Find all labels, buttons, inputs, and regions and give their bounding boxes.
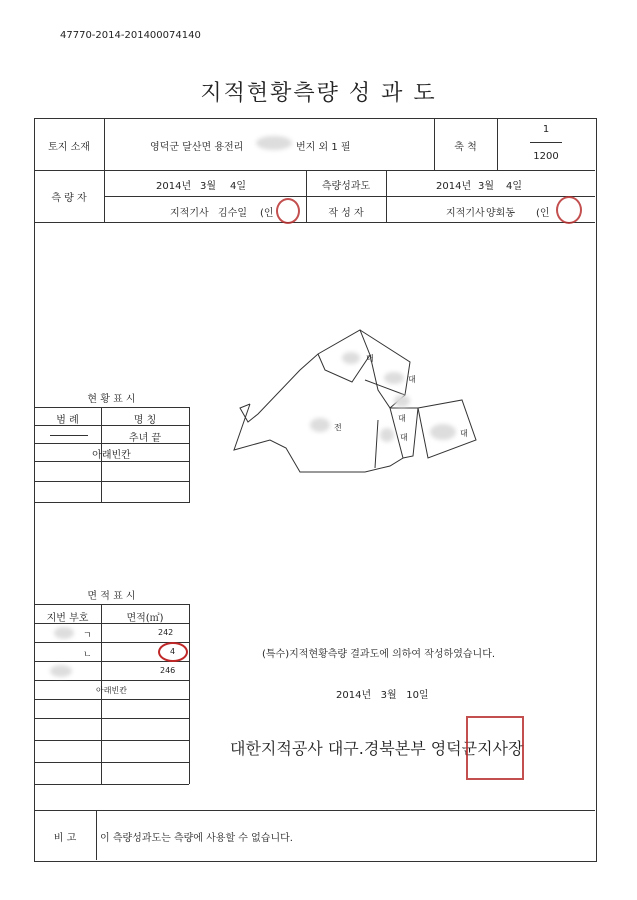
- scale-numerator: 1: [542, 124, 550, 135]
- legend-blank-note: 아래빈칸: [92, 450, 131, 461]
- legend-row-name: 추녀 끝: [128, 433, 162, 444]
- author-seal-mark: (인: [536, 208, 550, 219]
- legend-col-name: 명 칭: [133, 415, 157, 426]
- location-prefix: 영덕군 달산면 용전리: [150, 142, 244, 153]
- certification-date: 2014년 3월 10일: [336, 690, 429, 701]
- document-id: 47770-2014-201400074140: [60, 30, 201, 41]
- survey-date-day: 4일: [230, 181, 247, 192]
- area-blank-note: 아래빈칸: [96, 686, 127, 695]
- remarks-label: 비 고: [53, 833, 77, 844]
- redaction-blur: [50, 665, 72, 677]
- redaction-blur: [380, 428, 394, 442]
- map-label: 대: [460, 429, 468, 438]
- scale-denominator: 1200: [533, 151, 559, 162]
- map-label: 대: [398, 414, 406, 423]
- survey-date-year: 2014년: [156, 181, 192, 192]
- map-label: 대: [408, 375, 416, 384]
- author-seal-stamp: [556, 196, 582, 224]
- area-col-size: 면적(㎡): [126, 613, 164, 624]
- surveyor-label: 측 량 자: [51, 193, 87, 204]
- author-label: 작 성 자: [328, 208, 364, 219]
- redaction-blur: [54, 627, 74, 639]
- area-row-code: ㄱ: [83, 631, 92, 641]
- surveyor-seal-mark: (인: [260, 208, 274, 219]
- certification-statement: (특수)지적현황측량 결과도에 의하여 작성하였습니다.: [262, 649, 496, 660]
- area-legend-title: 면 적 표 시: [87, 591, 136, 602]
- surveyor-seal-stamp: [276, 198, 300, 224]
- area-row-size: 242: [158, 628, 174, 637]
- map-label: 대: [366, 354, 374, 363]
- location-label: 토지 소재: [48, 142, 90, 153]
- surveyor-title: 지적기사: [170, 208, 209, 219]
- redaction-blur: [310, 418, 330, 432]
- map-label: 전: [334, 423, 342, 432]
- highlight-circle: [158, 642, 188, 662]
- eaves-line-symbol: [50, 435, 88, 436]
- redaction-blur: [430, 424, 456, 440]
- parcel-outline-main: [234, 330, 403, 472]
- remarks-text: 이 측량성과도는 측량에 사용할 수 없습니다.: [100, 833, 293, 844]
- parcel-boundary: [375, 420, 378, 468]
- area-row-size: 246: [160, 666, 176, 675]
- scale-label: 축 척: [454, 142, 477, 153]
- area-row-code: ㄴ: [83, 650, 92, 660]
- author-title: 지적기사: [446, 208, 485, 219]
- official-seal-stamp: [466, 716, 524, 780]
- surveyor-name: 김수일: [218, 208, 247, 219]
- parcel-map: [200, 300, 520, 500]
- survey-date-month: 3월: [200, 181, 217, 192]
- result-label: 측량성과도: [321, 181, 371, 192]
- map-label: 대: [400, 433, 408, 442]
- page-title: 지적현황측량 성 과 도: [200, 81, 437, 106]
- result-date-year: 2014년: [436, 181, 472, 192]
- issuer-name: 대한지적공사 대구.경북본부 영덕군지사장: [230, 739, 524, 758]
- author-name: 양회동: [486, 208, 515, 219]
- result-date-day: 4일: [506, 181, 523, 192]
- redaction-blur: [256, 136, 292, 150]
- redaction-blur: [384, 372, 404, 384]
- redaction-blur: [394, 395, 410, 407]
- area-row-size: 4: [170, 647, 176, 656]
- redaction-blur: [342, 352, 360, 364]
- legend-col-symbol: 범 례: [56, 415, 79, 426]
- result-date-month: 3월: [478, 181, 495, 192]
- area-col-code: 지번 부호: [46, 613, 89, 624]
- current-legend-title: 현 황 표 시: [87, 394, 136, 405]
- location-suffix: 번지 외 1 필: [296, 142, 351, 153]
